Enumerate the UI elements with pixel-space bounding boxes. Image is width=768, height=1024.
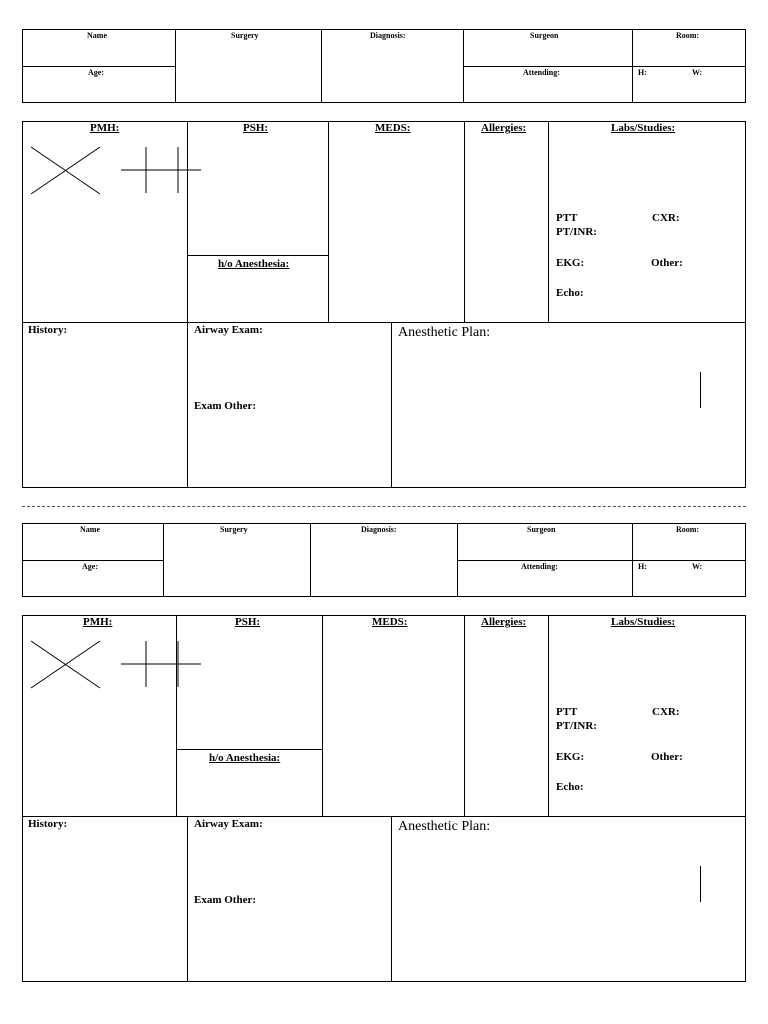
other-label: Other: <box>651 751 683 763</box>
x-cross-icon <box>30 640 102 690</box>
x-cross-icon <box>30 146 102 196</box>
surgery-field[interactable]: Surgery <box>231 31 259 40</box>
cut-line <box>22 506 746 507</box>
history-label: History: <box>28 818 68 830</box>
name-field[interactable]: Name <box>87 31 107 40</box>
exam-other-label: Exam Other: <box>194 400 257 412</box>
echo-label: Echo: <box>556 781 584 793</box>
labs-label: Labs/Studies: <box>611 122 676 134</box>
ptt-label: PTT <box>556 706 578 718</box>
height-field[interactable]: H: <box>638 562 647 571</box>
ho-anesthesia-label: h/o Anesthesia: <box>218 258 290 270</box>
other-label: Other: <box>651 257 683 269</box>
diagnosis-field[interactable]: Diagnosis: <box>370 31 406 40</box>
surgery-field[interactable]: Surgery <box>220 525 248 534</box>
allergies-label: Allergies: <box>481 616 527 628</box>
age-field[interactable]: Age: <box>88 68 104 77</box>
meds-label: MEDS: <box>372 616 408 628</box>
psh-label: PSH: <box>235 616 261 628</box>
labs-label: Labs/Studies: <box>611 616 676 628</box>
history-label: History: <box>28 324 68 336</box>
height-field[interactable]: H: <box>638 68 647 77</box>
meds-label: MEDS: <box>375 122 411 134</box>
airway-exam-label: Airway Exam: <box>194 324 263 336</box>
ho-anesthesia-label: h/o Anesthesia: <box>209 752 281 764</box>
ekg-label: EKG: <box>556 751 585 763</box>
weight-field[interactable]: W: <box>692 68 703 77</box>
anesthetic-plan-label: Anesthetic Plan: <box>398 325 491 340</box>
echo-label: Echo: <box>556 287 584 299</box>
cxr-label: CXR: <box>652 706 680 718</box>
weight-field[interactable]: W: <box>692 562 703 571</box>
attending-field[interactable]: Attending: <box>521 562 558 571</box>
lab-skeleton-icon <box>121 146 203 194</box>
ptinr-label: PT/INR: <box>556 720 597 732</box>
diagnosis-field[interactable]: Diagnosis: <box>361 525 397 534</box>
cxr-label: CXR: <box>652 212 680 224</box>
ptinr-label: PT/INR: <box>556 226 597 238</box>
age-field[interactable]: Age: <box>82 562 98 571</box>
pmh-label: PMH: <box>83 616 113 628</box>
room-field[interactable]: Room: <box>676 31 700 40</box>
ekg-label: EKG: <box>556 257 585 269</box>
surgeon-field[interactable]: Surgeon <box>527 525 556 534</box>
anesthetic-plan-label: Anesthetic Plan: <box>398 819 491 834</box>
airway-exam-label: Airway Exam: <box>194 818 263 830</box>
exam-other-label: Exam Other: <box>194 894 257 906</box>
ptt-label: PTT <box>556 212 578 224</box>
surgeon-field[interactable]: Surgeon <box>530 31 559 40</box>
allergies-label: Allergies: <box>481 122 527 134</box>
attending-field[interactable]: Attending: <box>523 68 560 77</box>
lab-skeleton-icon <box>121 640 203 688</box>
pmh-label: PMH: <box>90 122 120 134</box>
room-field[interactable]: Room: <box>676 525 700 534</box>
psh-label: PSH: <box>243 122 269 134</box>
name-field[interactable]: Name <box>80 525 100 534</box>
